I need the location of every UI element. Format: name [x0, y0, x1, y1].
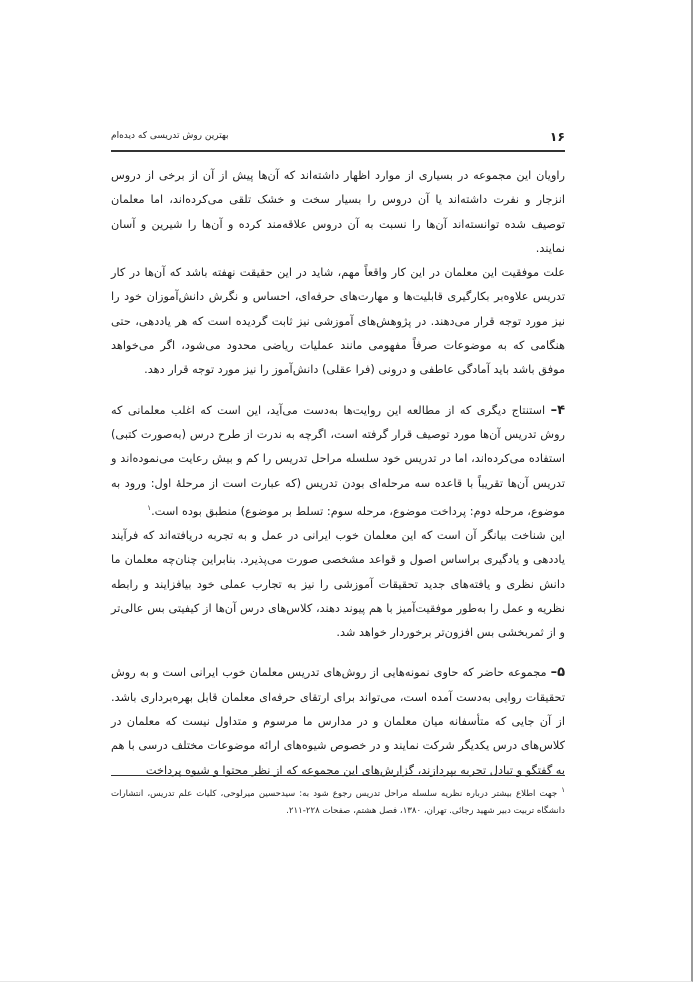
footnote-reference[interactable]: ۱	[147, 503, 152, 512]
item-number-4: ۴–	[550, 402, 565, 418]
paragraph-2: علت موفقیت این معلمان در این کار واقعاً مهم، شاید در این حقیقت نهفته باشد که آن‌ها در کار تدریس علاوه‌بر بکارگیری قابلیت‌ها و مهارت‌های حرفه‌ای، احساس و نگرش دانش‌آموزان خود را نیز مورد توجه قرار می‌دهند. در پژوهش‌های آموزشی نیز ثابت گردیده است که هر یاددهی، حتی هنگامی که به موضوعات صرفاً مفهومی مانند عملیات ریاضی محدود می‌شود، اگر می‌خواهد موفق باشد باید آمادگی عاطفی و درونی (فرا عقلی) دانش‌آموز را نیز مورد توجه قرار دهد.	[111, 266, 565, 377]
body-text	[111, 164, 565, 783]
paragraph-1: راویان این مجموعه در بسیاری از موارد اظهار داشته‌اند که آن‌ها پیش از آن از برخی از دروس انزجار و نفرت داشته‌اند یا آن دروس را بسیار سخت و خشک تلقی می‌کرده‌اند، اما معلمان توصیف شده توانسته‌اند آن‌ها را نسبت به آن دروس علاقه‌مند کرده و آن‌ها را شیرین و آسان نمایند.	[111, 169, 565, 255]
footnote-separator	[111, 775, 565, 776]
paragraph-5-text: مجموعه حاضر که حاوی نمونه‌هایی از روش‌های تدریس معلمان خوب ایرانی است و به روش تحقیقات روایی به‌دست آمده است، می‌تواند برای ارتقای حرفه‌ای معلمان قابل بهره‌برداری باشد. از آن جایی که متأسفانه میان معلمان و در مدارس ما مرسوم و متداول نیست که معلمان در کلاس‌های درس یکدیگر شرکت نمایند و در خصوص شیوه‌های ارائه موضوعات مختلف درسی با هم به گفتگو و تبادل تجربه بپردازند، گزارش‌های این مجموعه که از نظر محتوا و شیوه پرداخت	[111, 666, 565, 777]
paragraph-5	[111, 661, 565, 782]
footnote-marker: ۱	[561, 786, 565, 794]
running-title: بهترین روش تدریسی که دیده‌ام	[111, 131, 229, 141]
page-number: ۱۶	[549, 129, 565, 144]
paragraph-4: این شناخت بیانگر آن است که این معلمان خوب ایرانی در عمل و به تجربه دریافته‌اند که فرآیند یاددهی و یادگیری براساس اصول و قواعد مشخصی صورت می‌پذیرد. بنابراین چنان‌چه معلمان ما دانش نظری و یافته‌های جدید تحقیقات آموزشی را نیز به تجارب عملی خود بیافزایند و رابطه نظریه و عمل را به‌طور موفقیت‌آمیز با هم پیوند دهند، کلاس‌های درس آن‌ها از کیفیتی بس عالی‌تر و از ثمربخشی بس افزون‌تر برخوردار خواهد شد.	[111, 528, 565, 640]
item-number-5: ۵–	[550, 665, 565, 681]
footnote	[111, 782, 565, 820]
paragraph-3-text: استنتاج دیگری که از مطالعه این روایت‌ها به‌دست می‌آید، این است که اغلب معلمانی که روش تدریس آن‌ها مورد توصیف قرار گرفته است، اگرچه به ندرت از طرح درس (به‌صورت کتبی) استفاده می‌کرده‌اند، اما در تدریس خود سلسله مراحل تدریس را کم و بیش رعایت می‌نموده‌اند و تدریس آن‌ها تقریباً با قاعده سه مرحله‌ای بودن تدریس (که عبارت است از مرحلهٔ اول: ورود به موضوع، مرحله دوم: پرداخت موضوع، مرحله سوم: تسلط بر موضوع) منطبق بوده است.	[111, 403, 565, 518]
page-header	[111, 128, 565, 152]
footnote-text: جهت اطلاع بیشتر درباره نظریه سلسله مراحل تدریس رجوع شود به: سیدحسین میرلوحی، کلیات علم تدریس، انتشارات دانشگاه تربیت دبیر شهید رجائی. تهران، ۱۳۸۰، فصل هشتم، صفحات ۲۲۸-۲۱۱.	[111, 788, 565, 816]
paragraph-3	[111, 399, 565, 524]
